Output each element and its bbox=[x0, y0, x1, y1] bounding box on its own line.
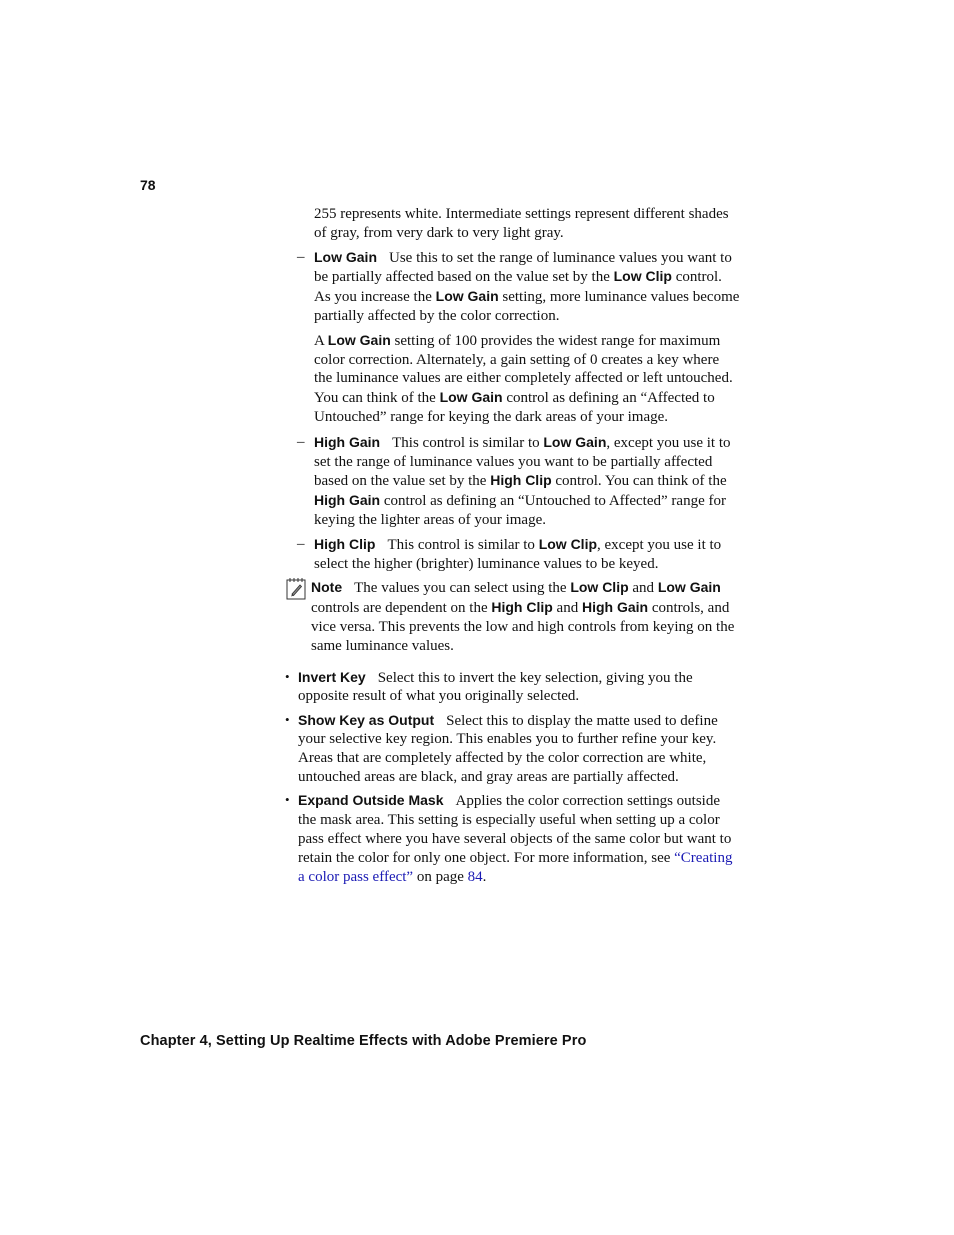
bullet-marker: • bbox=[285, 792, 290, 808]
body-text: and bbox=[552, 600, 582, 617]
low-gain-detail-paragraph bbox=[314, 331, 741, 427]
body-text: , except you use it to select the higher (brighter) luminance values to be keyed. bbox=[314, 536, 722, 572]
low-gain-item bbox=[297, 248, 741, 326]
page-84-link[interactable]: 84 bbox=[467, 868, 483, 885]
bold-term: Low Clip bbox=[570, 579, 629, 596]
bullet-marker: • bbox=[285, 668, 290, 684]
low-gain-term: Low Gain bbox=[314, 248, 377, 265]
high-clip-item bbox=[297, 535, 741, 574]
note-label: Note bbox=[311, 579, 343, 596]
bullet-list bbox=[280, 668, 750, 887]
body-text: controls are dependent on the bbox=[311, 600, 492, 617]
show-key-term: Show Key as Output bbox=[298, 711, 435, 728]
body-text: The values you can select using the bbox=[354, 580, 571, 597]
dash-marker: – bbox=[297, 535, 305, 552]
body-text: Applies the color correction settings outside the mask area. This setting is especially useful when setting up a color pass effect where you have several objects of the same color but want to retain the color for only one object. For more information, see bbox=[298, 793, 732, 866]
bullet-marker: • bbox=[285, 711, 290, 727]
body-text: on page bbox=[413, 868, 468, 885]
bold-term: High Clip bbox=[490, 472, 552, 489]
invert-key-item bbox=[285, 668, 741, 707]
body-text: setting of 100 provides the widest range for maximum color correction. Alternately, a gain setting of 0 creates a key where the luminance values are either completely affected or left untouched. You can think of the bbox=[314, 332, 733, 407]
body-text: setting, more luminance values become partially affected by the color correction. bbox=[314, 289, 740, 324]
bold-term: Low Gain bbox=[657, 579, 721, 596]
body-text: control as defining an “Untouched to Affected” range for keying the lighter areas of your image. bbox=[314, 493, 726, 528]
body-text: . bbox=[482, 868, 487, 885]
expand-mask-item bbox=[285, 791, 741, 886]
body-text: This control is similar to bbox=[387, 536, 539, 553]
body-text: A bbox=[314, 332, 328, 349]
page-number: 78 bbox=[140, 177, 156, 193]
high-gain-term: High Gain bbox=[314, 433, 381, 450]
body-text: Select this to invert the key selection, giving you the opposite result of what you originally selected. bbox=[298, 669, 693, 705]
body-text: controls, and vice versa. This prevents the low and high controls from keying on the same luminance values. bbox=[311, 600, 735, 654]
creating-color-pass-link[interactable]: “Creating a color pass effect” bbox=[298, 849, 733, 885]
main-content bbox=[280, 205, 750, 891]
bold-term: Low Clip bbox=[613, 268, 672, 285]
body-text: This control is similar to bbox=[392, 434, 544, 451]
note-block bbox=[311, 578, 741, 655]
expand-mask-term: Expand Outside Mask bbox=[298, 792, 444, 809]
bold-term: High Clip bbox=[491, 599, 553, 616]
bold-term: Low Gain bbox=[543, 433, 607, 450]
invert-key-term: Invert Key bbox=[298, 668, 366, 685]
bold-term: Low Gain bbox=[439, 389, 503, 406]
note-pencil-icon bbox=[286, 576, 306, 600]
high-gain-item bbox=[297, 433, 741, 530]
show-key-item bbox=[285, 711, 741, 787]
intro-paragraph: 255 represents white. Intermediate settings represent different shades of gray, from very dark to very light gray. bbox=[314, 206, 729, 241]
chapter-footer: Chapter 4, Setting Up Realtime Effects with Adobe Premiere Pro bbox=[140, 1033, 587, 1049]
bold-term: Low Gain bbox=[327, 331, 391, 348]
body-text: control as defining an “Affected to Untouched” range for keying the dark areas of your image. bbox=[314, 390, 715, 425]
body-text: , except you use it to set the range of luminance values you want to be partially affected based on the value set by the bbox=[314, 434, 731, 490]
body-text: Select this to display the matte used to define your selective key region. This enables you to further refine your key. Areas that are completely affected by the color correction are white, untouched areas are black, and gray areas are partially affected. bbox=[298, 712, 718, 786]
body-text: Use this to set the range of luminance values you want to be partially affected based on the value set by the bbox=[314, 249, 732, 286]
body-text: control. You can think of the bbox=[551, 473, 727, 490]
high-clip-term: High Clip bbox=[314, 535, 376, 552]
bold-term: Low Clip bbox=[538, 535, 598, 552]
body-text: control. As you increase the bbox=[314, 269, 722, 306]
dash-marker: – bbox=[297, 248, 305, 265]
bold-term: High Gain bbox=[581, 599, 649, 616]
bold-term: High Gain bbox=[314, 492, 381, 509]
dash-marker: – bbox=[297, 433, 305, 450]
bold-term: Low Gain bbox=[435, 288, 499, 305]
body-text: and bbox=[628, 580, 658, 597]
